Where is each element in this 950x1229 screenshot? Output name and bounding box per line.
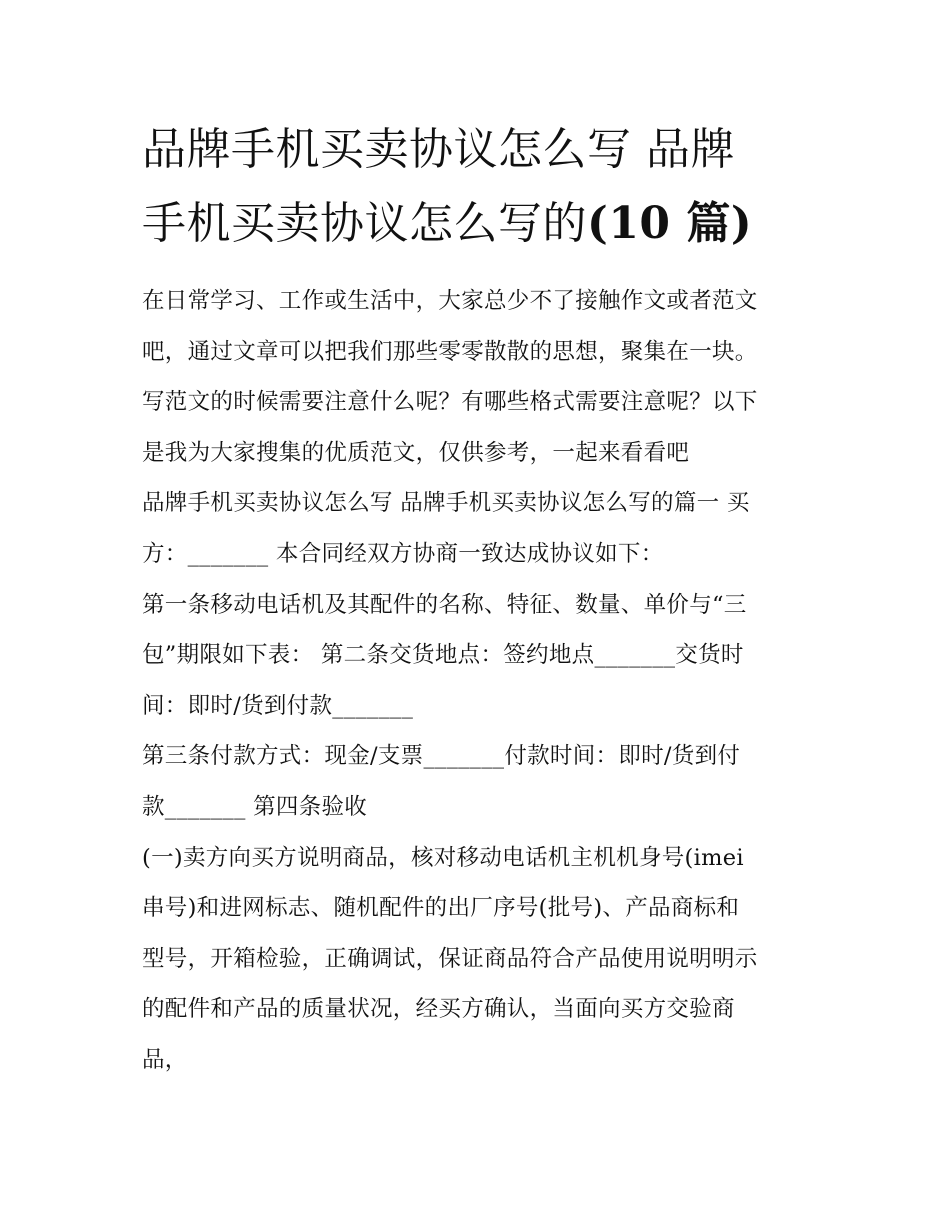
title-line-2: [142, 187, 822, 261]
body-line: 款_______ 第四条验收: [142, 793, 368, 820]
body-line: 方：_______ 本合同经双方协商一致达成协议如下：: [142, 540, 664, 567]
document-body: [142, 276, 822, 1086]
title-line-1: 品牌手机买卖协议怎么写 品牌: [142, 124, 735, 175]
body-line: 写范文的时候需要注意什么呢？有哪些格式需要注意呢？以下: [142, 389, 758, 416]
body-line: 品牌手机买卖协议怎么写 品牌手机买卖协议怎么写的篇一 买: [142, 490, 750, 517]
body-line: 在日常学习、工作或生活中，大家总少不了接触作文或者范文: [142, 288, 758, 314]
body-line: 包”期限如下表： 第二条交货地点：签约地点_______交货时: [142, 642, 744, 669]
body-line: 是我为大家搜集的优质范文，仅供参考，一起来看看吧: [142, 439, 690, 466]
title-line-2-count: (10 篇): [587, 198, 753, 249]
body-line: 间：即时/货到付款_______: [142, 692, 414, 719]
body-line: 串号)和进网标志、随机配件的出厂序号(批号)、产品商标和: [142, 895, 740, 922]
body-line: 的配件和产品的质量状况，经买方确认，当面向买方交验商: [142, 996, 735, 1023]
title-line-2-text: 手机买卖协议怎么写的: [142, 198, 587, 249]
body-line: 第三条付款方式：现金/支票_______付款时间：即时/货到付: [142, 743, 741, 770]
document-title: [142, 113, 822, 261]
body-line: 第一条移动电话机及其配件的名称、特征、数量、单价与“三: [142, 591, 747, 618]
body-line: 吧，通过文章可以把我们那些零零散散的思想，聚集在一块。: [142, 338, 758, 365]
body-line: (一)卖方向买方说明商品，核对移动电话机主机机身号(imei: [142, 844, 744, 871]
body-line: 型号，开箱检验，正确调试，保证商品符合产品使用说明明示: [142, 945, 758, 972]
body-line: 品，: [142, 1046, 188, 1073]
